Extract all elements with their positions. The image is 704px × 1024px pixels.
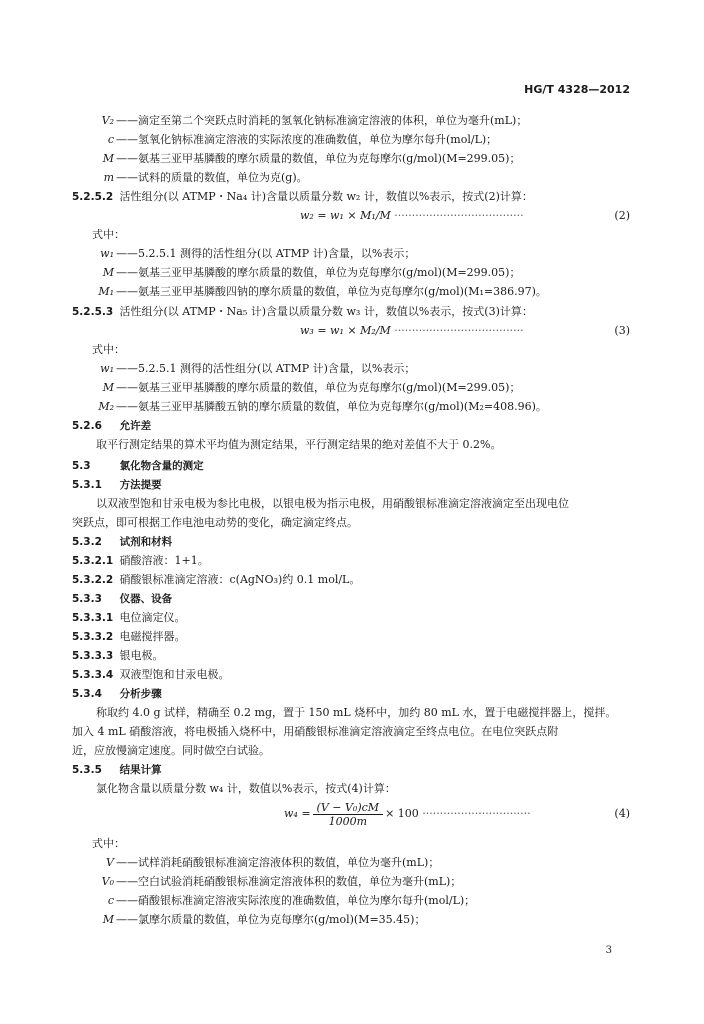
paragraph: 氯化物含量以质量分数 w₄ 计，数值以%表示，按式(4)计算：	[96, 782, 396, 795]
formula-4: w₄ = $\frac{\text{(V − V₀)cM}}{1000m}$ × 100 ······························· (4)	[284, 800, 630, 828]
paragraph: 以双液型饱和甘汞电极为参比电极，以银电极为指示电极，用硝酸银标准滴定溶液滴定至出现电位	[96, 497, 569, 510]
clause-5-2-6-heading: 5.2.6 允许差	[72, 420, 152, 432]
definition-line: c ——氢氧化钠标准滴定溶液的实际浓度的准确数值，单位为摩尔每升(mol/L)；	[107, 133, 498, 146]
clause-5-3-4-heading: 5.3.4 分析步骤	[72, 688, 162, 700]
where-label: 式中：	[92, 837, 125, 850]
page-number: 3	[605, 945, 612, 956]
clause-5-2-5-2: 5.2.5.2 活性组分(以 ATMP・Na₄ 计)含量以质量分数 w₂ 计，数值以%表示，按式(2)计算：	[72, 190, 533, 203]
formula-3: w₃ = w₁ × M₂/M ····································· (3)	[300, 324, 630, 337]
list-item: 5.3.3.4 双液型饱和甘汞电极。	[72, 668, 230, 681]
definition-line: w₁ ——5.2.5.1 测得的活性组分(以 ATMP 计)含量，以%表示；	[100, 362, 416, 375]
list-item: 5.3.3.2 电磁搅拌器。	[72, 630, 186, 643]
where-label: 式中：	[92, 228, 125, 241]
clause-5-3-3-heading: 5.3.3 仪器、设备	[72, 593, 173, 605]
clause-5-2-5-3: 5.2.5.3 活性组分(以 ATMP・Na₅ 计)含量以质量分数 w₃ 计，数值以%表示，按式(3)计算：	[72, 305, 533, 318]
definition-line: w₁ ——5.2.5.1 测得的活性组分(以 ATMP 计)含量，以%表示；	[100, 247, 416, 260]
paragraph: 取平行测定结果的算术平均值为测定结果，平行测定结果的绝对差值不大于 0.2%。	[96, 438, 502, 451]
definition-line: c ——硝酸银标准滴定溶液实际浓度的准确数值，单位为摩尔每升(mol/L)；	[107, 894, 476, 907]
definition-line: M ——氨基三亚甲基膦酸的摩尔质量的数值，单位为克每摩尔(g/mol)(M=299.05)；	[102, 152, 521, 165]
definition-line: M ——氯摩尔质量的数值，单位为克每摩尔(g/mol)(M=35.45)；	[102, 913, 426, 926]
list-item: 5.3.2.2 硝酸银标准滴定溶液：c(AgNO₃)约 0.1 mol/L。	[72, 573, 361, 586]
paragraph: 称取约 4.0 g 试样，精确至 0.2 mg，置于 150 mL 烧杯中，加约 80 mL 水，置于电磁搅拌器上，搅拌。	[96, 706, 617, 719]
definition-line: V₂ ——滴定至第二个突跃点时消耗的氢氧化钠标准滴定溶液的体积，单位为毫升(mL)；	[101, 114, 528, 127]
paragraph: 近，应放慢滴定速度。同时做空白试验。	[72, 744, 270, 757]
definition-line: m ——试料的质量的数值，单位为克(g)。	[103, 171, 308, 184]
definition-line: V₀ ——空白试验消耗硝酸银标准滴定溶液体积的数值，单位为毫升(mL)；	[101, 875, 462, 888]
definition-line: M ——氨基三亚甲基膦酸的摩尔质量的数值，单位为克每摩尔(g/mol)(M=299.05)；	[102, 266, 521, 279]
clause-5-3-5-heading: 5.3.5 结果计算	[72, 764, 162, 776]
definition-line: M ——氨基三亚甲基膦酸的摩尔质量的数值，单位为克每摩尔(g/mol)(M=299.05)；	[102, 381, 521, 394]
clause-5-3-1-heading: 5.3.1 方法提要	[72, 479, 162, 491]
list-item: 5.3.3.3 银电极。	[72, 649, 164, 662]
definition-line: M₁ ——氨基三亚甲基膦酸四钠的摩尔质量的数值，单位为克每摩尔(g/mol)(M₁=386.97)。	[98, 285, 547, 298]
paragraph: 加入 4 mL 硝酸溶液，将电极插入烧杯中，用硝酸银标准滴定溶液滴定至终点电位。在电位突跃点附	[72, 725, 559, 738]
standard-code: HG/T 4328—2012	[524, 83, 630, 96]
paragraph: 突跃点，即可根据工作电池电动势的变化，确定滴定终点。	[72, 516, 358, 529]
clause-5-3-heading: 5.3 氯化物含量的测定	[72, 460, 204, 472]
list-item: 5.3.3.1 电位滴定仪。	[72, 611, 186, 624]
definition-line: V ——试样消耗硝酸银标准滴定溶液体积的数值，单位为毫升(mL)；	[106, 856, 440, 869]
formula-2: w₂ = w₁ × M₁/M ····································· (2)	[300, 209, 630, 222]
definition-line: M₂ ——氨基三亚甲基膦酸五钠的摩尔质量的数值，单位为克每摩尔(g/mol)(M₂=408.96)。	[98, 400, 547, 413]
where-label: 式中：	[92, 343, 125, 356]
clause-5-3-2-heading: 5.3.2 试剂和材料	[72, 536, 173, 548]
list-item: 5.3.2.1 硝酸溶液：1+1。	[72, 554, 209, 567]
